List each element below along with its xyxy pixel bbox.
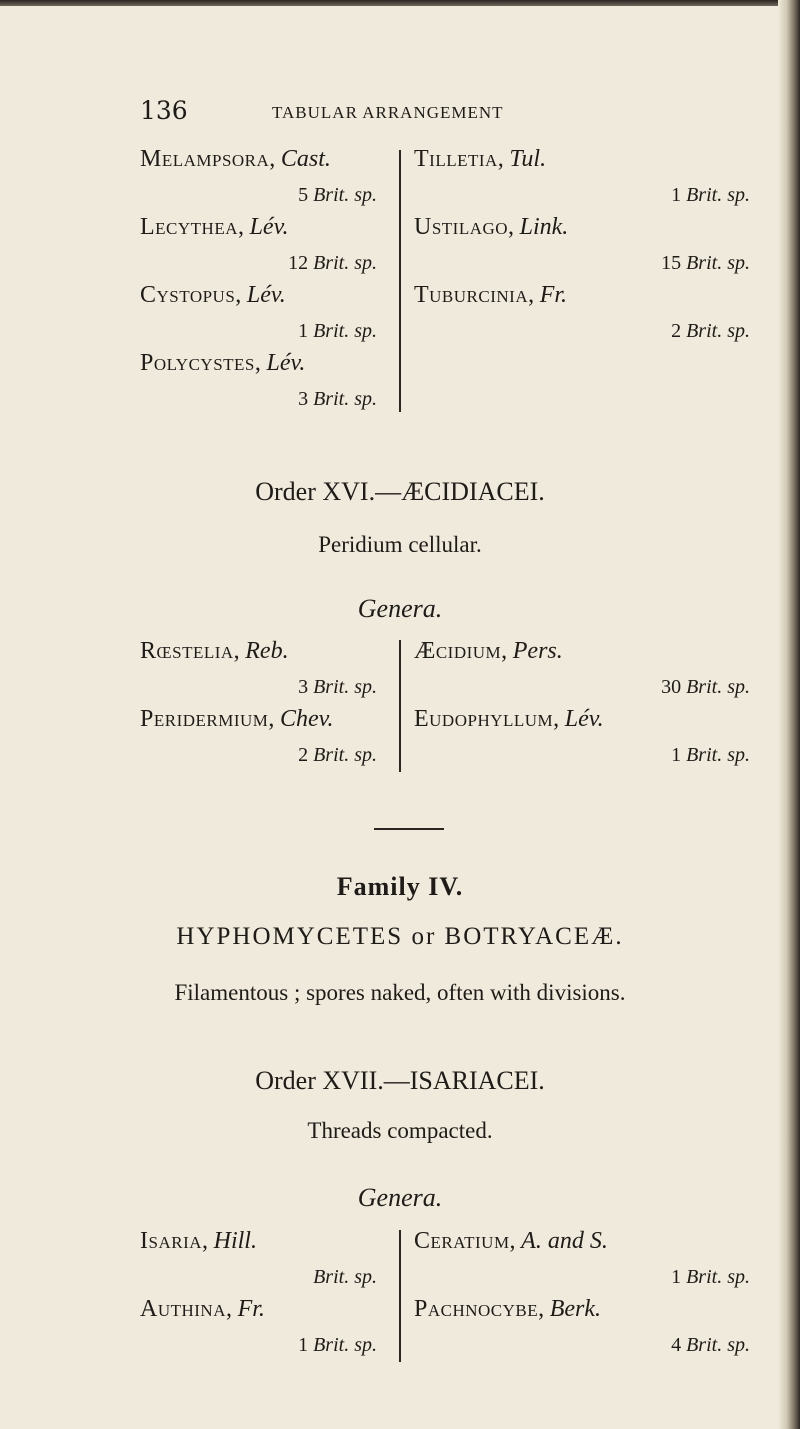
count-number: 1 — [298, 320, 309, 342]
genus-author: Chev. — [280, 706, 334, 732]
genus-entry — [414, 1228, 608, 1255]
genera-label: Genera. — [357, 1183, 443, 1212]
genus-name: Æcidium, — [414, 638, 508, 664]
species-count — [298, 744, 377, 767]
genus-name: Peridermium, — [140, 706, 275, 732]
count-unit: Brit. sp. — [686, 184, 750, 206]
count-unit: Brit. sp. — [686, 744, 750, 766]
count-unit: Brit. sp. — [313, 1334, 377, 1356]
genus-entry — [414, 282, 567, 309]
section-rule — [374, 828, 444, 830]
genus-author: Lév. — [246, 282, 286, 308]
species-count — [298, 320, 377, 343]
genus-author: Lév. — [249, 214, 289, 240]
running-head: TABULAR ARRANGEMENT — [272, 103, 504, 122]
count-number: 2 — [298, 744, 309, 766]
family-name: HYPHOMYCETES or BOTRYACEÆ. — [176, 923, 624, 950]
genus-entry — [414, 214, 568, 241]
count-unit: Brit. sp. — [313, 1266, 377, 1288]
genus-entry — [140, 214, 288, 241]
genus-entry — [140, 350, 305, 377]
count-number: 3 — [298, 388, 309, 410]
count-number: 4 — [671, 1334, 682, 1356]
order-title: Order XVII.—ISARIACEI. — [255, 1066, 545, 1095]
genus-entry — [140, 638, 289, 665]
genus-name: Melampsora, — [140, 146, 276, 172]
count-number: 2 — [671, 320, 682, 342]
count-number: 15 — [661, 252, 682, 274]
genus-author: Berk. — [549, 1296, 602, 1322]
genus-name: Cystopus, — [140, 282, 242, 308]
count-unit: Brit. sp. — [313, 676, 377, 698]
genus-name: Polycystes, — [140, 350, 262, 376]
column-divider — [399, 150, 401, 412]
genus-author: Cast. — [280, 146, 331, 172]
genus-entry — [140, 282, 286, 309]
genus-entry — [414, 706, 604, 733]
genus-author: Link. — [519, 214, 569, 240]
count-unit: Brit. sp. — [313, 744, 377, 766]
species-count — [671, 744, 750, 767]
genus-name: Eudophyllum, — [414, 706, 560, 732]
count-unit: Brit. sp. — [313, 184, 377, 206]
genus-author: Tul. — [509, 146, 547, 172]
page-top-edge — [0, 0, 800, 6]
genus-entry — [140, 1296, 265, 1323]
count-number: 1 — [671, 184, 682, 206]
genus-entry — [414, 638, 563, 665]
genus-name: Ustilago, — [414, 214, 515, 240]
species-count — [298, 184, 377, 207]
count-unit: Brit. sp. — [313, 388, 377, 410]
count-number: 3 — [298, 676, 309, 698]
species-count — [671, 184, 750, 207]
genus-entry — [414, 1296, 601, 1323]
genus-author: A. and S. — [521, 1228, 608, 1254]
species-count — [288, 252, 377, 275]
page-number: 136 — [140, 96, 188, 125]
count-unit: Brit. sp. — [686, 676, 750, 698]
genus-entry — [140, 1228, 257, 1255]
column-divider — [399, 1230, 401, 1362]
genus-name: Ceratium, — [414, 1228, 517, 1254]
order-title: Order XVI.—ÆCIDIACEI. — [255, 477, 545, 506]
count-unit: Brit. sp. — [313, 320, 377, 342]
genus-name: Lecythea, — [140, 214, 245, 240]
genus-author: Pers. — [512, 638, 563, 664]
species-count — [298, 676, 377, 699]
order-description: Threads compacted. — [307, 1118, 493, 1143]
genus-name: Authina, — [140, 1296, 233, 1322]
species-count — [671, 1266, 750, 1289]
species-count — [298, 388, 377, 411]
genus-entry — [140, 146, 331, 173]
species-count — [313, 1266, 377, 1289]
count-number: 5 — [298, 184, 309, 206]
species-count — [661, 252, 750, 275]
count-unit: Brit. sp. — [686, 252, 750, 274]
genus-author: Fr. — [539, 282, 568, 308]
count-number: 1 — [671, 1266, 682, 1288]
genus-entry — [414, 146, 546, 173]
genus-author: Reb. — [245, 638, 289, 664]
page-right-edge — [778, 0, 800, 1429]
genus-author: Fr. — [237, 1296, 265, 1322]
count-number: 12 — [288, 252, 309, 274]
family-description: Filamentous ; spores naked, often with divisions. — [174, 980, 626, 1005]
species-count — [298, 1334, 377, 1357]
order-description: Peridium cellular. — [318, 532, 482, 557]
species-count — [671, 1334, 750, 1357]
column-divider — [399, 640, 401, 772]
genus-name: Tuburcinia, — [414, 282, 535, 308]
count-unit: Brit. sp. — [686, 1334, 750, 1356]
count-number: 30 — [661, 676, 682, 698]
species-count — [661, 676, 750, 699]
genus-entry — [140, 706, 334, 733]
species-count — [671, 320, 750, 343]
count-unit: Brit. sp. — [686, 1266, 750, 1288]
genus-name: Rœstelia, — [140, 638, 241, 664]
count-number: 1 — [671, 744, 682, 766]
count-unit: Brit. sp. — [313, 252, 377, 274]
genus-author: Hill. — [213, 1228, 257, 1254]
genus-author: Lév. — [266, 350, 306, 376]
count-unit: Brit. sp. — [686, 320, 750, 342]
genus-author: Lév. — [564, 706, 604, 732]
count-number: 1 — [298, 1334, 309, 1356]
genera-label: Genera. — [357, 594, 443, 623]
genus-name: Pachnocybe, — [414, 1296, 545, 1322]
genus-name: Tilletia, — [414, 146, 505, 172]
family-title: Family IV. — [336, 872, 464, 901]
genus-name: Isaria, — [140, 1228, 209, 1254]
